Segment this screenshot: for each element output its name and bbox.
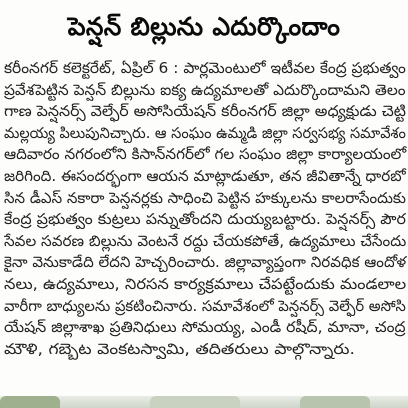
article-body bbox=[4, 58, 406, 360]
article-line: కేంద్ర ప్రభుత్వం కుట్రలు పన్నుతోందని దుయ్యబట్టారు. పెన్షనర్స్ పౌర bbox=[4, 210, 406, 229]
article-line: యేషన్ జిల్లాశాఖ ప్రతినిధులు సోమయ్య, ఎండీ రషీద్, మానా, చంద్ర bbox=[4, 318, 406, 337]
photo-fragment bbox=[0, 396, 60, 408]
article-line: సేవల సవరణ బిల్లును వెంటనే రద్దు చేయకపోతే, ఉద్యమాలు చేసేందు bbox=[4, 231, 407, 250]
article-line: జరిగింది. ఈసందర్భంగా ఆయన మాట్లాడుతూ, తన జీవితాన్నే ధారబో bbox=[4, 166, 406, 185]
article-line: కైనా వెనుకాడేది లేదని హెచ్చరించారు. జిల్లావ్యాప్తంగా నిరవధిక ఆందోళ bbox=[4, 253, 407, 272]
article-line: ప్రవేశపెట్టిన పెన్షన్ బిల్లును ఐక్య ఉద్యమాలతో ఎదుర్కొందామని తెలం bbox=[4, 80, 406, 99]
article-headline: పెన్షన్ బిల్లును ఎదుర్కొందాం bbox=[67, 12, 341, 41]
article-line: వారీగా బాధ్యులను ప్రకటించినారు. సమావేశంలో పెన్షనర్స్ వెల్ఫేర్ అసోసి bbox=[4, 296, 406, 315]
article-line: ఆదివారం నగరంలోని కిసాన్‌నగర్‌లో గల సంఘం జిల్లా కార్యాలయంలో bbox=[4, 145, 407, 164]
article-line: నలు, ఉద్యమాలు, నిరసన కార్యక్రమాలు చేపట్టేందుకు మండలాల bbox=[4, 274, 407, 293]
article-line: మౌళి, గబ్బెట వెంకటస్వామి, తదితరులు పాల్గొన్నారు. bbox=[4, 339, 356, 358]
photo-fragment bbox=[300, 396, 370, 408]
photo-fragment bbox=[150, 396, 240, 408]
photo-edge-strip bbox=[0, 396, 408, 408]
article-line: సిన డీఎస్ నకారా పెన్షనర్లకు సాధించి పెట్టిన హక్కులను కాలరాసేందుకు bbox=[4, 188, 406, 207]
article-line: కరీంనగర్ కలెక్టరేట్, ఏప్రిల్ 6 : పార్లమెంటులో ఇటీవల కేంద్ర ప్రభుత్వం bbox=[4, 59, 406, 77]
article-line: మల్లయ్య పిలుపునిచ్చారు. ఆ సంఘం ఉమ్మడి జిల్లా సర్వసభ్య సమావేశం bbox=[4, 123, 406, 142]
article-line: గాణ పెన్షనర్స్ వెల్ఫేర్ అసోసియేషన్ కరీంనగర్ జిల్లా అధ్యక్షుడు చెట్టి bbox=[4, 102, 406, 121]
